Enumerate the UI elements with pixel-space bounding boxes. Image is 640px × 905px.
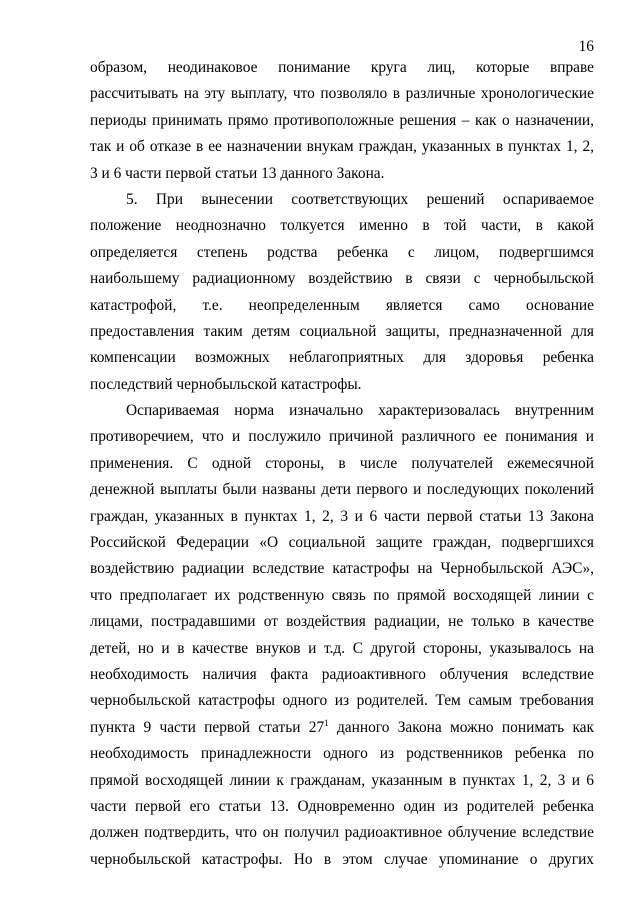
superscript: 1 — [324, 717, 329, 728]
text-line: должен подтвердить, что он получил радиоактивное облучение вследствие — [90, 824, 594, 842]
text-line: наибольшему радиационному воздействию в связи с чернобыльской — [90, 270, 594, 288]
body-text — [90, 55, 594, 873]
text-line: воздействию радиации вследствие катастрофы на Чернобыльской АЭС», — [90, 560, 594, 578]
text-line: периоды принимать прямо противоположные решения – как о назначении, — [90, 111, 594, 129]
text-line: катастрофой, т.е. неопределенным является само основание — [90, 296, 594, 314]
text-line: необходимость принадлежности одного из родственников ребенка по — [90, 745, 594, 763]
text-line: определяется степень родства ребенка с лицом, подвергшимся — [90, 243, 594, 261]
text-line: необходимость наличия факта радиоактивного облучения вследствие — [90, 665, 594, 683]
text-line: противоречием, что и послужило причиной различного ее понимания и — [90, 428, 594, 446]
text-line: Российской Федерации «О социальной защите граждан, подвергшихся — [90, 534, 594, 552]
text-line: 3 и 6 части первой статьи 13 данного Закона. — [90, 164, 385, 182]
text-line: образом, неодинаковое понимание круга лиц, которые вправе — [90, 59, 594, 76]
text-line: Оспариваемая норма изначально характеризовалась внутренним — [126, 402, 594, 420]
text-line: прямой восходящей линии к гражданам, указанным в пунктах 1, 2, 3 и 6 — [90, 771, 594, 789]
text-line: положение неоднозначно толкуется именно в той части, в какой — [90, 217, 594, 235]
text-line: что предполагает их родственную связь по прямой восходящей линии с — [90, 586, 594, 604]
text-line: лицами, пострадавшими от воздействия радиации, не только в качестве — [90, 613, 594, 631]
text-line: чернобыльской катастрофы одного из родителей. Тем самым требования — [90, 692, 594, 710]
text-line: детей, но и в качестве внуков и т.д. С другой стороны, указывалось на — [90, 639, 594, 657]
text-line: граждан, указанных в пунктах 1, 2, 3 и 6 части первой статьи 13 Закона — [90, 507, 594, 525]
text-line: пункта 9 части первой статьи $27^1$ данного Закона можно понимать как — [90, 717, 594, 736]
text-line: 5. При вынесении соответствующих решений оспариваемое — [126, 190, 594, 208]
text-line: компенсации возможных неблагоприятных для здоровья ребенка — [90, 349, 594, 367]
text-line: части первой его статьи 13. Одновременно один из родителей ребенка — [90, 797, 594, 815]
page-number: 16 — [578, 38, 594, 55]
text-line: денежной выплаты были названы дети первого и последующих поколений — [90, 481, 594, 499]
text-line: последствий чернобыльской катастрофы. — [90, 375, 362, 393]
text-line: чернобыльской катастрофы. Но в этом случае упоминание о других — [90, 850, 594, 868]
text-line: рассчитывать на эту выплату, что позволяло в различные хронологические — [90, 85, 594, 103]
text-line: применения. С одной стороны, в числе получателей ежемесячной — [90, 454, 594, 472]
text-line: предоставления таким детям социальной защиты, предназначенной для — [90, 322, 594, 340]
text-line: так и об отказе в ее назначении внукам граждан, указанных в пунктах 1, 2, — [90, 138, 594, 156]
